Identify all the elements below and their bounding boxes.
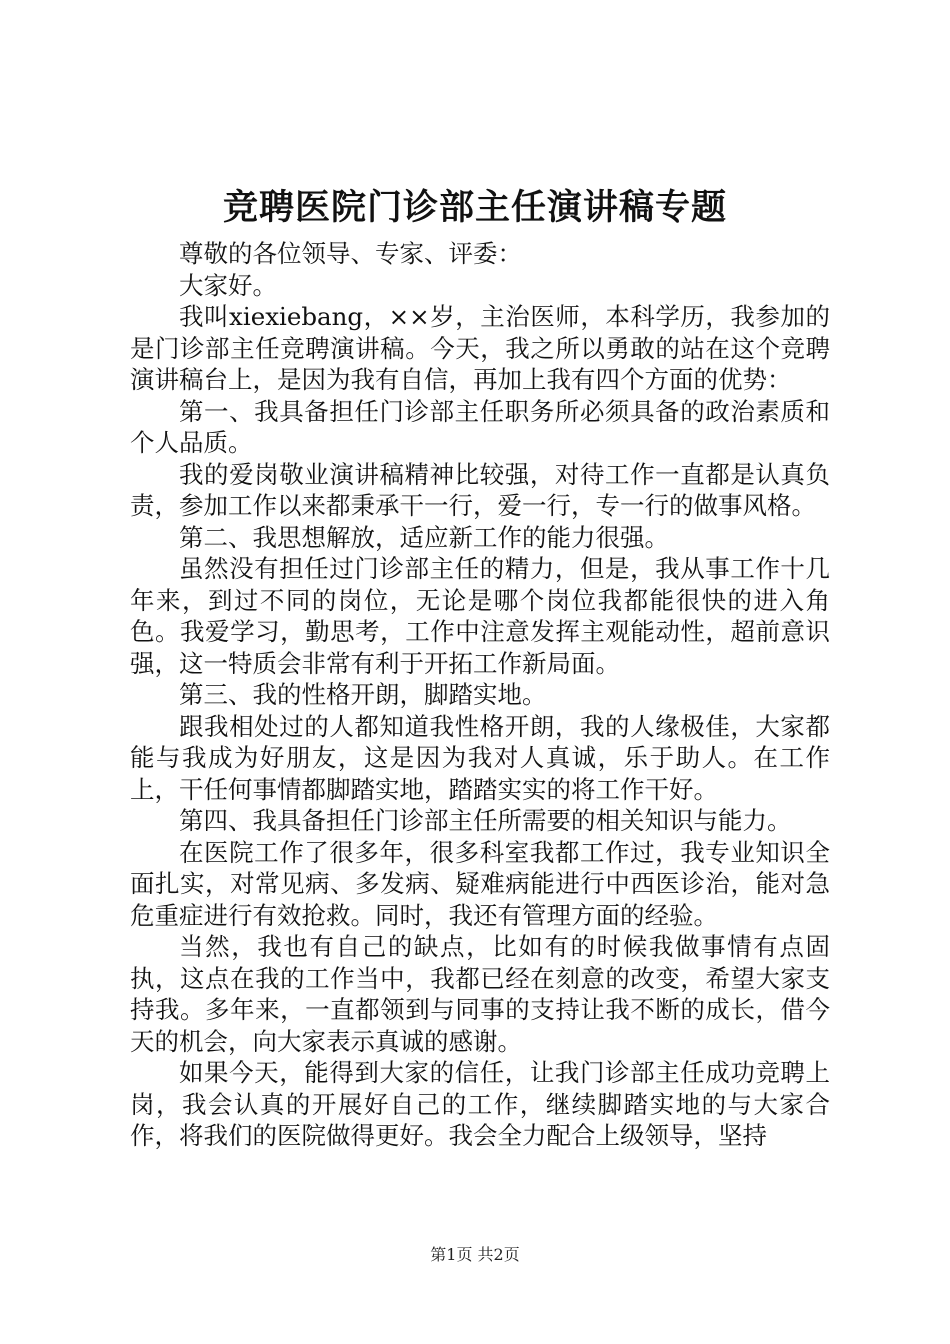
paragraph-shortcomings: 当然，我也有自己的缺点，比如有的时候我做事情有点固执，这点在我的工作当中，我都已经在刻意的改变，希望大家支持我。多年来，一直都领到与同事的支持让我不断的成长，借今天的机会，向大家表示真诚的感谢。 (130, 932, 830, 1056)
paragraph-point-three: 第三、我的性格开朗，脚踏实地。 (179, 680, 547, 709)
paragraph-point-three-detail: 跟我相处过的人都知道我性格开朗，我的人缘极佳，大家都能与我成为好朋友，这是因为我对人真诚，乐于助人。在工作上，干任何事情都脚踏实地，踏踏实实的将工作干好。 (130, 711, 830, 804)
paragraph-point-one-detail: 我的爱岗敬业演讲稿精神比较强，对待工作一直都是认真负责，参加工作以来都秉承干一行，爱一行，专一行的做事风格。 (130, 459, 830, 520)
document-title: 竞聘医院门诊部主任演讲稿专题 (222, 187, 727, 228)
paragraph-point-four: 第四、我具备担任门诊部主任所需要的相关知识与能力。 (179, 806, 792, 835)
paragraph-point-two-detail: 虽然没有担任过门诊部主任的精力，但是，我从事工作十几年来，到过不同的岗位，无论是哪个岗位我都能很快的进入角色。我爱学习，勤思考，工作中注意发挥主观能动性，超前意识强，这一特质会非常有利于开拓工作新局面。 (130, 554, 830, 678)
page-number-footer: 第1页 共2页 (430, 1245, 520, 1264)
document-body (130, 207, 830, 1152)
paragraph-point-two: 第二、我思想解放，适应新工作的能力很强。 (179, 522, 669, 552)
paragraph-closing: 如果今天，能得到大家的信任，让我门诊部主任成功竞聘上岗，我会认真的开展好自己的工作，继续脚踏实地的与大家合作，将我们的医院做得更好。我会全力配合上级领导，坚持 (130, 1058, 830, 1150)
paragraph-point-one: 第一、我具备担任门诊部主任职务所必须具备的政治素质和个人品质。 (130, 396, 830, 457)
paragraph-point-four-detail: 在医院工作了很多年，很多科室我都工作过，我专业知识全面扎实，对常见病、多发病、疑难病能进行中西医诊治，能对急危重症进行有效抢救。同时，我还有管理方面的经验。 (130, 837, 830, 930)
paragraph-introduction: 我叫xiexiebang，××岁，主治医师，本科学历，我参加的是门诊部主任竞聘演讲稿。今天，我之所以勇敢的站在这个竞聘演讲稿台上，是因为我有自信，再加上我有四个方面的优势： (130, 302, 830, 394)
paragraph-salutation: 尊敬的各位领导、专家、评委： (179, 239, 522, 268)
paragraph-greeting: 大家好。 (179, 270, 277, 300)
